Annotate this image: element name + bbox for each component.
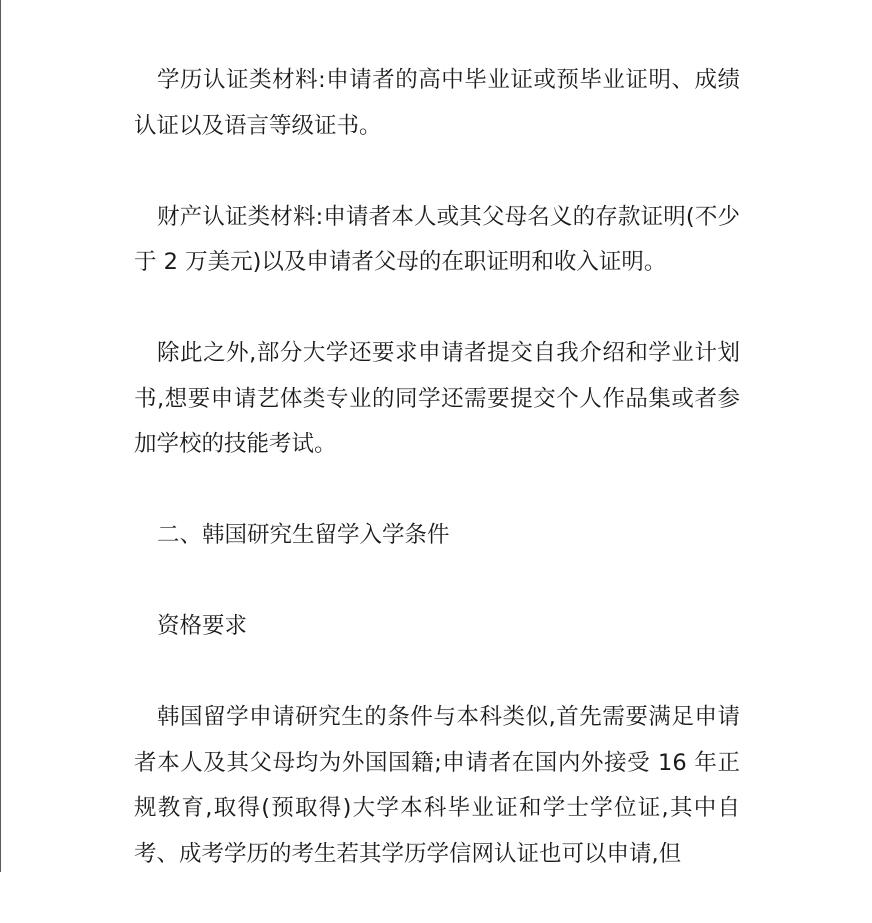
section-heading-graduate-admission: 二、韩国研究生留学入学条件: [157, 522, 450, 548]
document-body: [134, 58, 740, 923]
paragraph-financial-materials: 财产认证类材料:申请者本人或其父母名义的存款证明(不少于 2 万美元)以及申请者父母的在职证明和收入证明。: [134, 203, 740, 275]
paragraph-academic-materials: 学历认证类材料:申请者的高中毕业证或预毕业证明、成绩认证以及语言等级证书。: [134, 67, 740, 139]
subheading-eligibility: 资格要求: [157, 613, 248, 639]
paragraph-additional-requirements: 除此之外,部分大学还要求申请者提交自我介绍和学业计划书,想要申请艺体类专业的同学还需要提交个人作品集或者参加学校的技能考试。: [134, 340, 740, 457]
paragraph-graduate-eligibility: 韩国留学申请研究生的条件与本科类似,首先需要满足申请者本人及其父母均为外国国籍;申请者在国内外接受 16 年正规教育,取得(预取得)大学本科毕业证和学士学位证,其中自考、成考学历的考生若其学历学信网认证也可以申请,但: [134, 704, 740, 867]
